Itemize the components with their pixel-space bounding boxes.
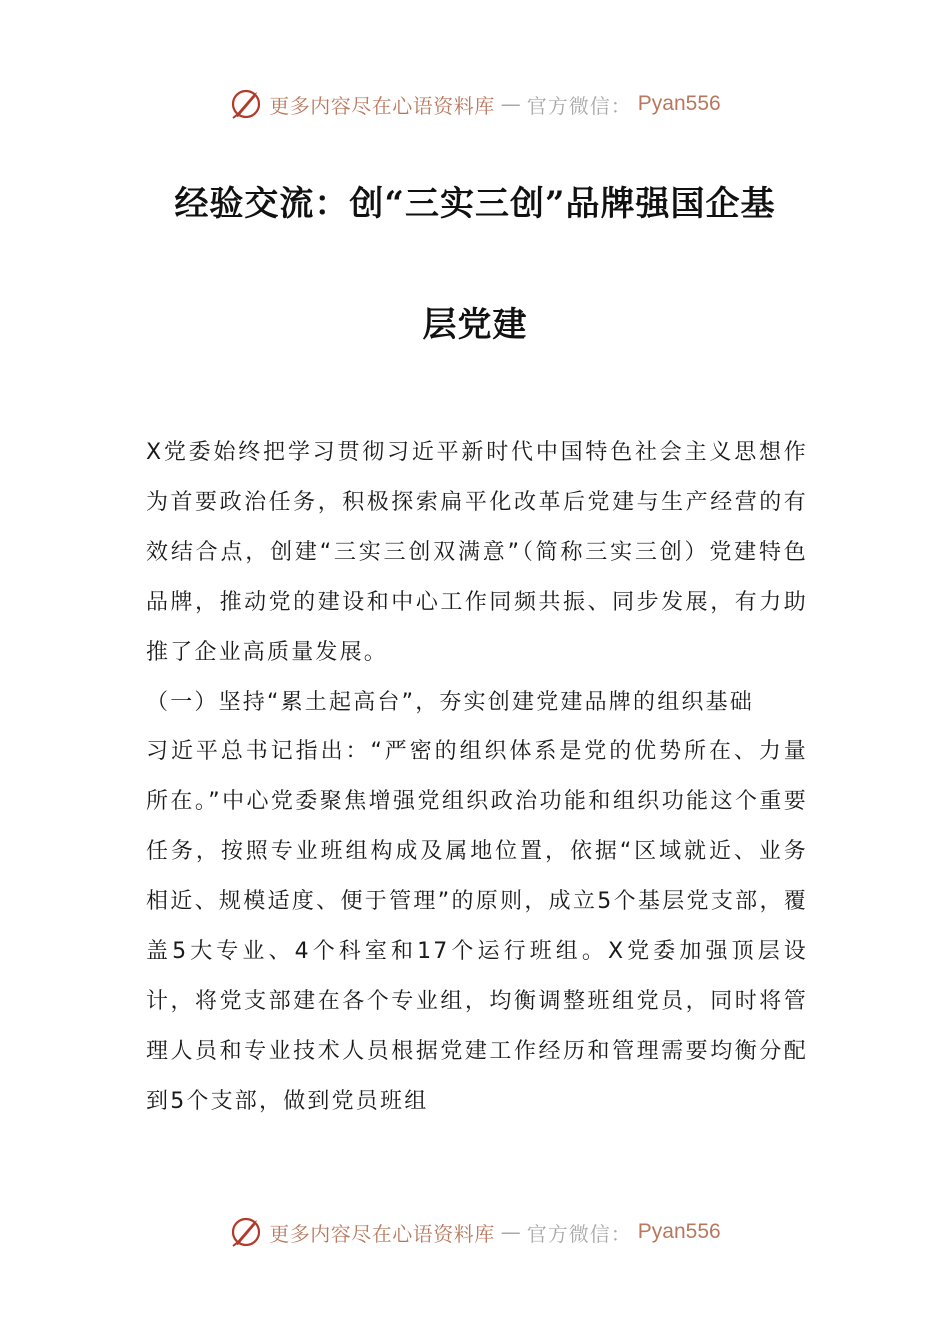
header-watermark xyxy=(0,84,950,124)
footer-watermark xyxy=(0,1212,950,1252)
quill-pen-logo-icon xyxy=(229,87,263,121)
section-heading-1: （一）坚持“累土起高台”，夯实创建党建品牌的组织基础 xyxy=(146,689,754,715)
watermark-dash: — xyxy=(500,92,521,116)
watermark-text: 更多内容尽在心语资料库 xyxy=(269,93,495,118)
watermark-dash: — xyxy=(500,1220,521,1244)
document-title-line-1: 经验交流：创“三实三创”品牌强国企基 xyxy=(174,184,776,224)
watermark-text: 更多内容尽在心语资料库 xyxy=(269,1221,495,1246)
document-body xyxy=(146,428,808,1127)
quill-pen-logo-icon xyxy=(229,1215,263,1249)
document-title-line-2: 层党建 xyxy=(422,305,528,345)
body-paragraph-section-1: 习近平总书记指出：“严密的组织体系是党的优势所在、力量所在。”中心党委聚焦增强党组织政治功能和组织功能这个重要任务，按照专业班组构成及属地位置，依据“区域就近、业务相近、规模适度、便于管理”的原则，成立5个基层党支部，覆盖5大专业、4个科室和17个运行班组。X党委加强顶层设计，将党支部建在各个专业组，均衡调整班组党员，同时将管理人员和专业技术人员根据党建工作经历和管理需要均衡分配到5个支部，做到党员班组 xyxy=(146,739,808,1114)
watermark-contact-label: 官方微信： xyxy=(526,93,632,118)
watermark-contact-label: 官方微信： xyxy=(526,1221,632,1246)
watermark-handle: Pyan556 xyxy=(637,1220,721,1243)
body-paragraph-intro: X党委始终把学习贯彻习近平新时代中国特色社会主义思想作为首要政治任务，积极探索扁平化改革后党建与生产经营的有效结合点，创建“三实三创双满意”（简称三实三创）党建特色品牌，推动党的建设和中心工作同频共振、同步发展，有力助推了企业高质量发展。 xyxy=(146,440,808,665)
watermark-handle: Pyan556 xyxy=(637,92,721,115)
